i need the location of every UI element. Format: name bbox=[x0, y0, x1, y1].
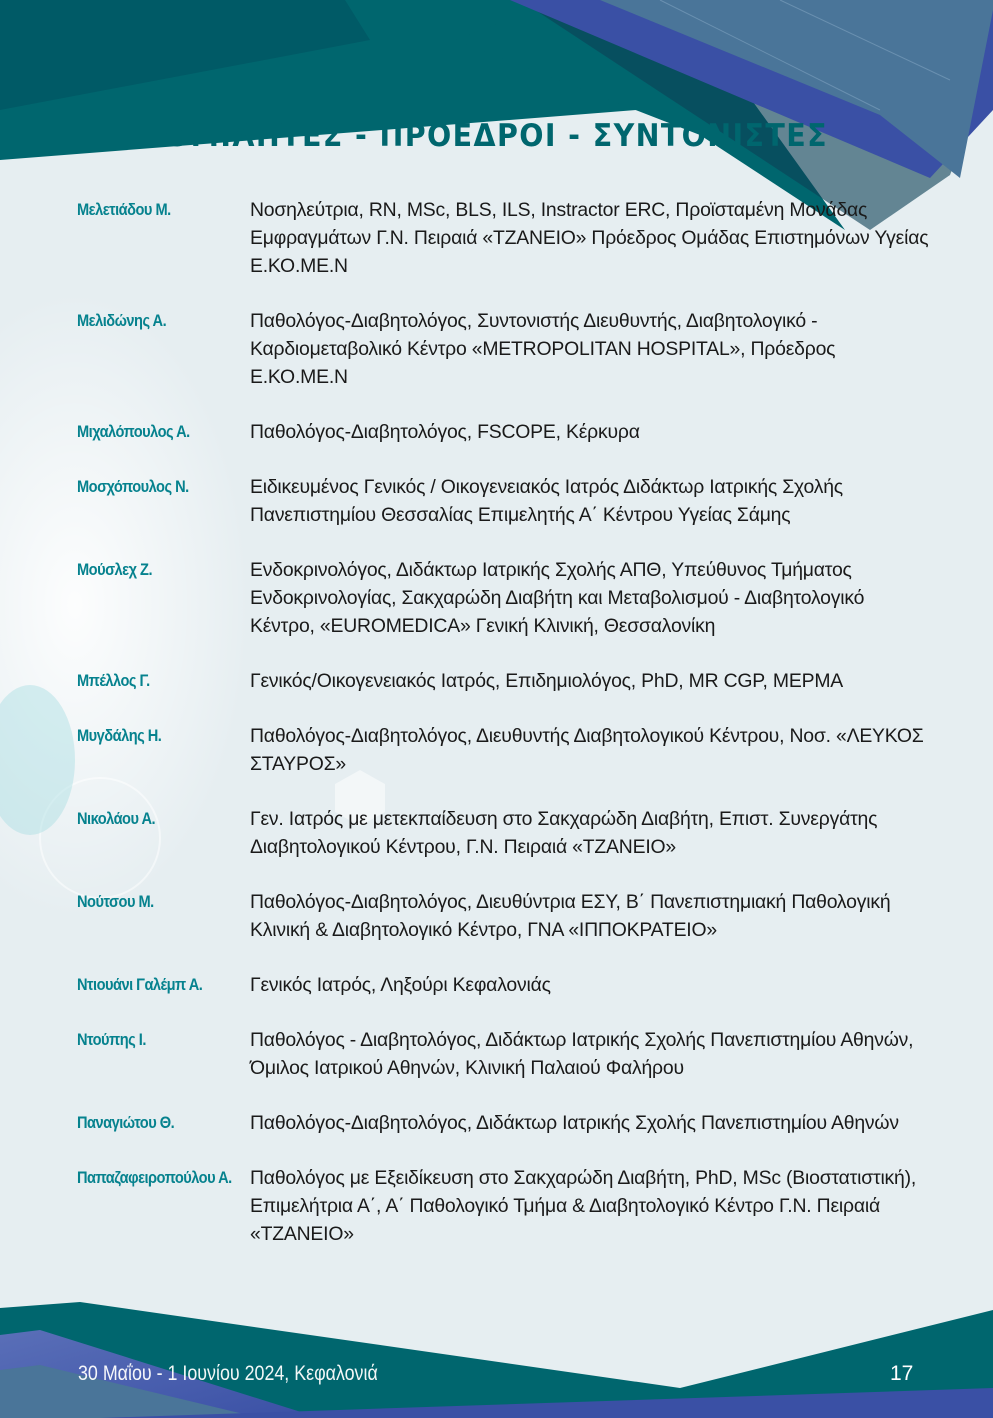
speaker-name: Μιχαλόπουλος Α. bbox=[77, 422, 190, 441]
footer-date-location: 30 Μαΐου - 1 Ιουνίου 2024, Κεφαλονιά bbox=[78, 1362, 378, 1385]
speaker-name: Μελετιάδου Μ. bbox=[77, 200, 171, 219]
speaker-entry bbox=[77, 473, 937, 529]
speaker-description: Παθολόγος-Διαβητολόγος, Διευθυντής Διαβητολογικού Κέντρου, Νοσ. «ΛΕΥΚΟΣ ΣΤΑΥΡΟΣ» bbox=[250, 725, 924, 775]
speaker-entry bbox=[77, 307, 937, 391]
speaker-name: Παπαζαφειροπούλου Α. bbox=[77, 1168, 232, 1187]
speaker-name: Μοσχόπουλος Ν. bbox=[77, 477, 189, 496]
speaker-entry bbox=[77, 888, 937, 944]
speaker-name: Ντιουάνι Γαλέμπ Α. bbox=[77, 975, 203, 994]
speaker-entry bbox=[77, 556, 937, 640]
speaker-description: Γενικός/Οικογενειακός Ιατρός, Επιδημιολόγος, PhD, MR CGP, MEPMA bbox=[250, 670, 844, 692]
speaker-name: Μπέλλος Γ. bbox=[77, 671, 150, 690]
speaker-description: Γεν. Ιατρός με μετεκπαίδευση στο Σακχαρώδη Διαβήτη, Επιστ. Συνεργάτης Διαβητολογικού Κέντρου, Γ.Ν. Πειραιά «ΤΖΑΝΕΙΟ» bbox=[250, 808, 878, 858]
speaker-entry bbox=[77, 418, 937, 446]
speaker-name: Μυγδάλης Η. bbox=[77, 726, 162, 745]
speaker-name: Μελιδώνης Α. bbox=[77, 311, 167, 330]
speaker-entry bbox=[77, 196, 937, 280]
speaker-entry bbox=[77, 667, 937, 695]
speaker-entry bbox=[77, 1026, 937, 1082]
page-number: 17 bbox=[890, 1362, 914, 1385]
speaker-entry bbox=[77, 722, 937, 778]
speaker-entry bbox=[77, 1164, 937, 1248]
speaker-description: Παθολόγος-Διαβητολόγος, Συντονιστής Διευθυντής, Διαβητολογικό - Καρδιομεταβολικό Κέντρο «METROPOLITAN HOSPITAL», Πρόεδρος Ε.ΚΟ.ΜΕ.Ν bbox=[250, 310, 836, 388]
speaker-description: Ειδικευμένος Γενικός / Οικογενειακός Ιατρός Διδάκτωρ Ιατρικής Σχολής Πανεπιστημίου Θεσσαλίας Επιμελητής Α΄ Κέντρου Υγείας Σάμης bbox=[250, 476, 843, 526]
speaker-description: Παθολόγος-Διαβητολόγος, Διευθύντρια ΕΣΥ, Β΄ Πανεπιστημιακή Παθολογική Κλινική & Διαβητολογικό Κέντρο, ΓΝΑ «ΙΠΠΟΚΡΑΤΕΙΟ» bbox=[250, 891, 891, 941]
page-title: ΟΜΙΛΗΤΕΣ - ΠΡΟΕΔΡΟΙ - ΣΥΝΤΟΝΙΣΤΕΣ bbox=[165, 118, 828, 154]
speaker-name: Νούτσου Μ. bbox=[77, 892, 154, 911]
speaker-description: Νοσηλεύτρια, RN, MSc, BLS, ILS, Instractor ERC, Προϊσταμένη Μονάδας Εμφραγμάτων Γ.Ν. Πειραιά «ΤΖΑΝΕΙΟ» Πρόεδρος Ομάδας Επιστημόνων Υγείας Ε.ΚΟ.ΜΕ.Ν bbox=[250, 199, 929, 277]
speaker-description: Παθολόγος-Διαβητολόγος, Διδάκτωρ Ιατρικής Σχολής Πανεπιστημίου Αθηνών bbox=[250, 1112, 899, 1134]
speaker-description: Παθολόγος με Εξειδίκευση στο Σακχαρώδη Διαβήτη, PhD, MSc (Βιοστατιστική), Επιμελήτρια Α΄, Α΄ Παθολογικό Τμήμα & Διαβητολογικό Κέντρο Γ.Ν. Πειραιά «ΤΖΑΝΕΙΟ» bbox=[250, 1167, 917, 1245]
speaker-entry bbox=[77, 805, 937, 861]
speaker-description: Γενικός Ιατρός, Ληξούρι Κεφαλονιάς bbox=[250, 974, 551, 996]
speaker-list bbox=[77, 196, 937, 1275]
speaker-name: Νικολάου Α. bbox=[77, 809, 156, 828]
speaker-description: Παθολόγος-Διαβητολόγος, FSCOPE, Κέρκυρα bbox=[250, 421, 640, 443]
speaker-entry bbox=[77, 1109, 937, 1137]
speaker-entry bbox=[77, 971, 937, 999]
speaker-name: Μούσλεχ Ζ. bbox=[77, 560, 153, 579]
speaker-description: Ενδοκρινολόγος, Διδάκτωρ Ιατρικής Σχολής ΑΠΘ, Υπεύθυνος Τμήματος Ενδοκρινολογίας, Σακχαρώδη Διαβήτη και Μεταβολισμού - Διαβητολογικό Κέντρο, «EUROMEDICA» Γενική Κλινική, Θεσσαλονίκη bbox=[250, 559, 865, 637]
speaker-name: Ντούπης Ι. bbox=[77, 1030, 146, 1049]
speaker-description: Παθολόγος - Διαβητολόγος, Διδάκτωρ Ιατρικής Σχολής Πανεπιστημίου Αθηνών, Όμιλος Ιατρικού Αθηνών, Κλινική Παλαιού Φαλήρου bbox=[250, 1029, 914, 1079]
speaker-name: Παναγιώτου Θ. bbox=[77, 1113, 175, 1132]
